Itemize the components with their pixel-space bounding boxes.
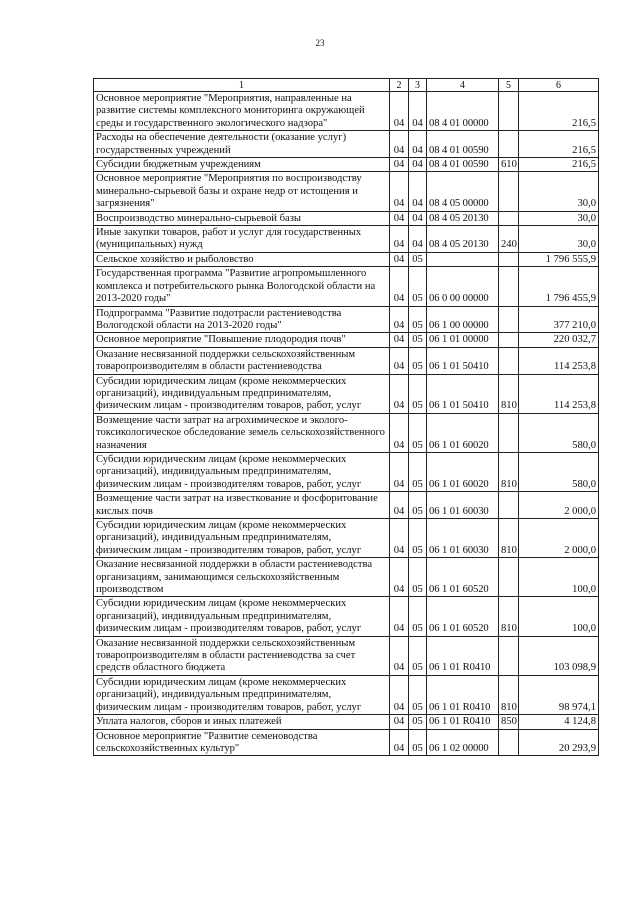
row-subsection: 05 [409,597,427,636]
row-amount: 100,0 [519,558,599,597]
row-amount: 100,0 [519,597,599,636]
row-subsection: 05 [409,374,427,413]
row-section: 04 [390,306,409,333]
row-amount: 216,5 [519,92,599,131]
row-expense-type: 810 [499,597,519,636]
row-section: 04 [390,374,409,413]
row-amount: 377 210,0 [519,306,599,333]
row-amount: 2 000,0 [519,492,599,519]
row-expense-type [499,172,519,211]
row-target-item: 08 4 01 00000 [427,92,499,131]
table-row [94,333,599,347]
row-section: 04 [390,333,409,347]
row-amount: 98 974,1 [519,675,599,714]
row-subsection: 04 [409,172,427,211]
row-name: Оказание несвязанной поддержки сельскохозяйственным товаропроизводителям в области растениеводства за счет средств областного бюджета [94,636,390,675]
row-name: Подпрограмма "Развитие подотрасли растениеводства Вологодской области на 2013-2020 годы" [94,306,390,333]
row-section: 04 [390,492,409,519]
row-name: Оказание несвязанной поддержки сельскохозяйственным товаропроизводителям в области растениеводства [94,347,390,374]
column-header-name: 1 [94,79,390,92]
row-expense-type [499,333,519,347]
row-subsection: 05 [409,729,427,756]
page-number: 23 [315,38,325,48]
row-name: Субсидии юридическим лицам (кроме некоммерческих организаций), индивидуальным предпринимателям, физическим лицам - производителям товаров, работ, услуг [94,374,390,413]
row-subsection: 05 [409,636,427,675]
row-expense-type: 810 [499,519,519,558]
column-header-csr: 4 [427,79,499,92]
row-section: 04 [390,211,409,225]
table-row [94,597,599,636]
row-target-item: 06 1 01 50410 [427,374,499,413]
row-name: Сельское хозяйство и рыболовство [94,252,390,266]
row-subsection: 05 [409,492,427,519]
row-name: Субсидии юридическим лицам (кроме некоммерческих организаций), индивидуальным предпринимателям, физическим лицам - производителям товаров, работ, услуг [94,452,390,491]
row-section: 04 [390,675,409,714]
row-amount: 103 098,9 [519,636,599,675]
row-section: 04 [390,252,409,266]
row-amount: 1 796 555,9 [519,252,599,266]
row-name: Воспроизводство минерально-сырьевой базы [94,211,390,225]
row-expense-type [499,92,519,131]
row-subsection: 05 [409,558,427,597]
table-row [94,729,599,756]
row-expense-type: 610 [499,158,519,172]
row-expense-type [499,558,519,597]
row-name: Основное мероприятие "Развитие семеноводства сельскохозяйственных культур" [94,729,390,756]
row-subsection: 05 [409,347,427,374]
row-name: Основное мероприятие "Мероприятия, направленные на развитие системы комплексного мониторинга окружающей среды и государственного экологического надзора" [94,92,390,131]
row-target-item: 06 0 00 00000 [427,267,499,306]
row-section: 04 [390,158,409,172]
budget-table [93,78,599,756]
row-name: Иные закупки товаров, работ и услуг для государственных (муниципальных) нужд [94,226,390,253]
row-expense-type [499,729,519,756]
row-expense-type [499,131,519,158]
row-section: 04 [390,347,409,374]
row-target-item: 06 1 01 60030 [427,492,499,519]
row-name: Расходы на обеспечение деятельности (оказание услуг) государственных учреждений [94,131,390,158]
row-subsection: 04 [409,226,427,253]
row-subsection: 05 [409,252,427,266]
row-target-item: 06 1 01 00000 [427,333,499,347]
row-subsection: 05 [409,675,427,714]
row-subsection: 04 [409,158,427,172]
row-expense-type: 850 [499,715,519,729]
row-name: Уплата налогов, сборов и иных платежей [94,715,390,729]
row-target-item: 06 1 02 00000 [427,729,499,756]
table-header-row [94,79,599,92]
table-row [94,252,599,266]
row-section: 04 [390,597,409,636]
row-name: Субсидии юридическим лицам (кроме некоммерческих организаций), индивидуальным предпринимателям, физическим лицам - производителям товаров, работ, услуг [94,675,390,714]
table-body [94,92,599,756]
row-expense-type [499,492,519,519]
row-expense-type: 810 [499,452,519,491]
row-name: Возмещение части затрат на агрохимическое и эколого-токсикологическое обследование земель сельскохозяйственного назначения [94,413,390,452]
row-target-item: 06 1 01 60030 [427,519,499,558]
row-amount: 580,0 [519,413,599,452]
column-header-pr: 3 [409,79,427,92]
row-amount: 220 032,7 [519,333,599,347]
row-subsection: 05 [409,333,427,347]
table-row [94,675,599,714]
table-row [94,636,599,675]
table-row [94,452,599,491]
row-subsection: 05 [409,452,427,491]
table-row [94,519,599,558]
row-subsection: 05 [409,413,427,452]
row-expense-type [499,306,519,333]
row-section: 04 [390,558,409,597]
row-target-item: 06 1 01 R0410 [427,715,499,729]
row-subsection: 04 [409,131,427,158]
row-amount: 114 253,8 [519,374,599,413]
table-row [94,267,599,306]
table-row [94,558,599,597]
row-target-item: 06 1 01 60520 [427,558,499,597]
row-expense-type [499,347,519,374]
row-target-item: 08 4 05 20130 [427,211,499,225]
row-section: 04 [390,636,409,675]
row-target-item [427,252,499,266]
row-target-item: 06 1 01 R0410 [427,675,499,714]
row-name: Возмещение части затрат на известкование и фосфоритование кислых почв [94,492,390,519]
table-row [94,715,599,729]
row-amount: 30,0 [519,226,599,253]
row-expense-type [499,636,519,675]
row-target-item: 08 4 01 00590 [427,158,499,172]
row-amount: 580,0 [519,452,599,491]
table-row [94,413,599,452]
column-header-amount: 6 [519,79,599,92]
row-amount: 20 293,9 [519,729,599,756]
row-subsection: 04 [409,211,427,225]
table-row [94,306,599,333]
row-subsection: 05 [409,715,427,729]
row-subsection: 04 [409,92,427,131]
row-section: 04 [390,715,409,729]
row-expense-type: 810 [499,675,519,714]
table-row [94,131,599,158]
table-row [94,172,599,211]
table-row [94,226,599,253]
row-section: 04 [390,519,409,558]
row-name: Субсидии юридическим лицам (кроме некоммерческих организаций), индивидуальным предпринимателям, физическим лицам - производителям товаров, работ, услуг [94,519,390,558]
row-name: Субсидии юридическим лицам (кроме некоммерческих организаций), индивидуальным предпринимателям, физическим лицам - производителям товаров, работ, услуг [94,597,390,636]
row-amount: 30,0 [519,172,599,211]
row-expense-type [499,413,519,452]
row-name: Оказание несвязанной поддержки в области растениеводства организациям, занимающимся сельскохозяйственным производством [94,558,390,597]
row-amount: 216,5 [519,131,599,158]
row-section: 04 [390,267,409,306]
row-section: 04 [390,92,409,131]
column-header-vr: 5 [499,79,519,92]
table-row [94,158,599,172]
row-subsection: 05 [409,267,427,306]
row-expense-type [499,211,519,225]
row-target-item: 06 1 01 60020 [427,452,499,491]
row-name: Основное мероприятие "Повышение плодородия почв" [94,333,390,347]
row-target-item: 06 1 01 R0410 [427,636,499,675]
row-target-item: 08 4 01 00590 [427,131,499,158]
row-amount: 2 000,0 [519,519,599,558]
row-subsection: 05 [409,306,427,333]
row-target-item: 06 1 00 00000 [427,306,499,333]
row-section: 04 [390,452,409,491]
row-section: 04 [390,729,409,756]
row-target-item: 08 4 05 00000 [427,172,499,211]
row-section: 04 [390,413,409,452]
row-target-item: 06 1 01 60020 [427,413,499,452]
row-target-item: 06 1 01 50410 [427,347,499,374]
row-section: 04 [390,131,409,158]
table-row [94,492,599,519]
table-row [94,347,599,374]
row-amount: 1 796 455,9 [519,267,599,306]
row-section: 04 [390,226,409,253]
row-name: Субсидии бюджетным учреждениям [94,158,390,172]
table-row [94,374,599,413]
row-target-item: 08 4 05 20130 [427,226,499,253]
row-amount: 216,5 [519,158,599,172]
row-amount: 114 253,8 [519,347,599,374]
table-row [94,92,599,131]
row-expense-type: 240 [499,226,519,253]
row-subsection: 05 [409,519,427,558]
row-target-item: 06 1 01 60520 [427,597,499,636]
row-section: 04 [390,172,409,211]
row-expense-type [499,252,519,266]
row-name: Государственная программа "Развитие агропромышленного комплекса и потребительского рынка Вологодской области на 2013-2020 годы" [94,267,390,306]
table-row [94,211,599,225]
row-expense-type [499,267,519,306]
row-amount: 30,0 [519,211,599,225]
column-header-rz: 2 [390,79,409,92]
row-expense-type: 810 [499,374,519,413]
row-name: Основное мероприятие "Мероприятия по воспроизводству минерально-сырьевой базы и охране недр от истощения и загрязнения" [94,172,390,211]
row-amount: 4 124,8 [519,715,599,729]
